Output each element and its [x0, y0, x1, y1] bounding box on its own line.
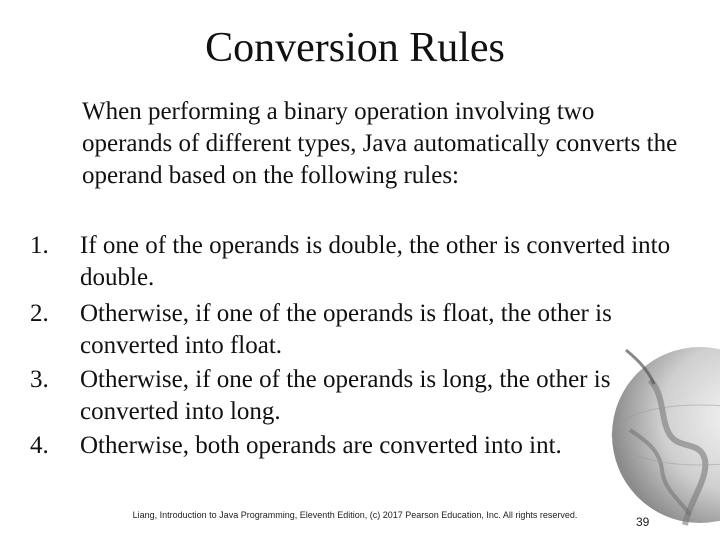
rule-number: 1.	[30, 232, 49, 259]
rule-number: 3.	[30, 366, 49, 393]
rule-text: Otherwise, if one of the operands is float, the other is converted into float.	[80, 300, 612, 359]
footer-copyright: Liang, Introduction to Java Programming, Eleventh Edition, (c) 2017 Pearson Education, Inc. All rights reserved.	[132, 510, 578, 520]
rule-text: If one of the operands is double, the other is converted into double.	[80, 232, 671, 291]
intro-paragraph: When performing a binary operation involving two operands of different types, Java automatically converts the operand based on the following rules:	[82, 98, 678, 189]
rule-number: 4.	[30, 432, 49, 459]
slide-title: Conversion Rules	[205, 25, 505, 71]
page-number: 39	[636, 515, 650, 529]
rule-number: 2.	[30, 300, 49, 327]
rule-text: Otherwise, both operands are converted into int.	[80, 432, 562, 459]
rule-text: Otherwise, if one of the operands is long, the other is converted into long.	[80, 366, 611, 425]
